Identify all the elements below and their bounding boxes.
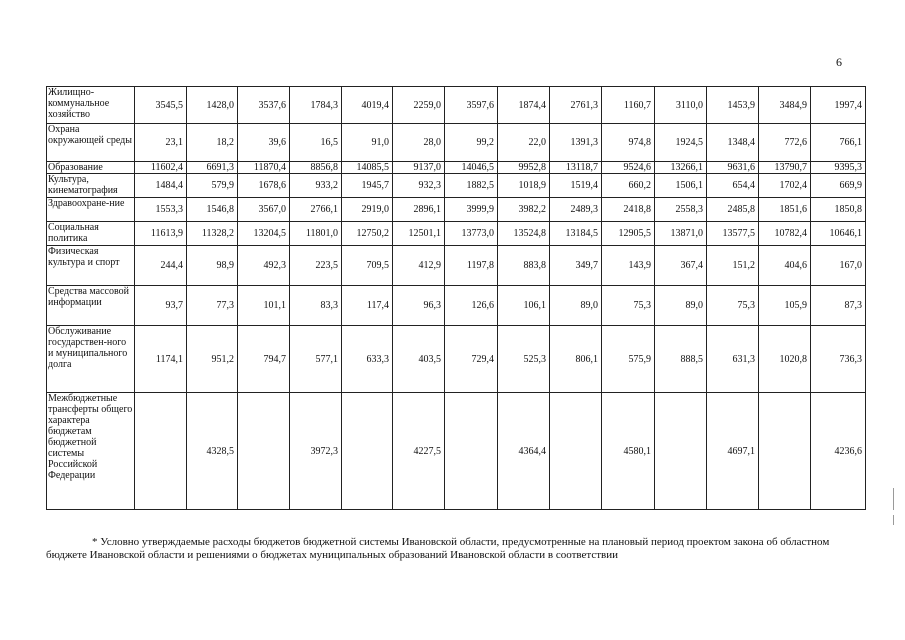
- row-label: Культура, кинематография: [47, 174, 135, 198]
- table-cell: 951,2: [187, 326, 238, 393]
- table-row: [47, 174, 866, 198]
- table-cell: 1882,5: [445, 174, 498, 198]
- table-cell: 14046,5: [445, 162, 498, 174]
- table-cell: 3982,2: [498, 198, 550, 222]
- table-cell: 1850,8: [811, 198, 866, 222]
- table-cell: 766,1: [811, 124, 866, 162]
- table-cell: 2761,3: [550, 87, 602, 124]
- table-cell: 10782,4: [759, 222, 811, 246]
- table-cell: 729,4: [445, 326, 498, 393]
- table-cell: 89,0: [655, 286, 707, 326]
- table-cell: 14085,5: [342, 162, 393, 174]
- table-cell: 10646,1: [811, 222, 866, 246]
- table-cell: [445, 393, 498, 510]
- table-cell: 101,1: [238, 286, 290, 326]
- table-cell: 39,6: [238, 124, 290, 162]
- table-cell: 105,9: [759, 286, 811, 326]
- scan-mark-right-lower: [893, 515, 894, 525]
- table-cell: 974,8: [602, 124, 655, 162]
- table-cell: 631,3: [707, 326, 759, 393]
- table-cell: 2766,1: [290, 198, 342, 222]
- table-cell: 4328,5: [187, 393, 238, 510]
- table-cell: 13204,5: [238, 222, 290, 246]
- table-cell: 4364,4: [498, 393, 550, 510]
- table-cell: 883,8: [498, 246, 550, 286]
- table-cell: 3972,3: [290, 393, 342, 510]
- table-cell: 806,1: [550, 326, 602, 393]
- table-cell: 1519,4: [550, 174, 602, 198]
- table-cell: 2896,1: [393, 198, 445, 222]
- row-label: Образование: [47, 162, 135, 174]
- table-cell: 3110,0: [655, 87, 707, 124]
- table-cell: 669,9: [811, 174, 866, 198]
- table-cell: 1945,7: [342, 174, 393, 198]
- table-cell: 13184,5: [550, 222, 602, 246]
- table-cell: 18,2: [187, 124, 238, 162]
- table-cell: 13773,0: [445, 222, 498, 246]
- table-cell: 28,0: [393, 124, 445, 162]
- table-cell: 126,6: [445, 286, 498, 326]
- table-cell: 2558,3: [655, 198, 707, 222]
- table-cell: 99,2: [445, 124, 498, 162]
- table-cell: 660,2: [602, 174, 655, 198]
- table-cell: 77,3: [187, 286, 238, 326]
- table-cell: 794,7: [238, 326, 290, 393]
- footnote: * Условно утверждаемые расходы бюджетов бюджетной системы Ивановской области, предусмотренные на плановый период проектом закона об областном бюджете Ивановской области и решениями о бюджетах муниципальных образований Ивановской области в соответствии: [46, 536, 830, 561]
- table-row: [47, 162, 866, 174]
- table-cell: 1484,4: [135, 174, 187, 198]
- row-label: Охрана окружающей среды: [47, 124, 135, 162]
- table-cell: 9137,0: [393, 162, 445, 174]
- table-cell: 1874,4: [498, 87, 550, 124]
- table-cell: 11328,2: [187, 222, 238, 246]
- row-label: Жилищно-коммунальное хозяйство: [47, 87, 135, 124]
- table-row: [47, 286, 866, 326]
- table-cell: 244,4: [135, 246, 187, 286]
- table-cell: 3999,9: [445, 198, 498, 222]
- row-label: Межбюджетные трансферты общего характера бюджетам бюджетной системы Российской Федерации: [47, 393, 135, 510]
- table-cell: 1453,9: [707, 87, 759, 124]
- row-label: Социальная политика: [47, 222, 135, 246]
- table-cell: 3597,6: [445, 87, 498, 124]
- table-cell: 1924,5: [655, 124, 707, 162]
- table-cell: 223,5: [290, 246, 342, 286]
- table-cell: 9524,6: [602, 162, 655, 174]
- table-cell: 709,5: [342, 246, 393, 286]
- table-cell: 2418,8: [602, 198, 655, 222]
- table-cell: 1160,7: [602, 87, 655, 124]
- table-cell: 1018,9: [498, 174, 550, 198]
- table-cell: 11801,0: [290, 222, 342, 246]
- row-label: Средства массовой информации: [47, 286, 135, 326]
- table-cell: 2259,0: [393, 87, 445, 124]
- table-cell: 13118,7: [550, 162, 602, 174]
- table-cell: 4227,5: [393, 393, 445, 510]
- table-cell: 22,0: [498, 124, 550, 162]
- table-cell: 2485,8: [707, 198, 759, 222]
- row-label: Здравоохране-ние: [47, 198, 135, 222]
- table-cell: 577,1: [290, 326, 342, 393]
- table-cell: 3484,9: [759, 87, 811, 124]
- table-cell: 75,3: [707, 286, 759, 326]
- table-cell: 13790,7: [759, 162, 811, 174]
- table-cell: 525,3: [498, 326, 550, 393]
- table-row: [47, 246, 866, 286]
- table-row: [47, 222, 866, 246]
- table-cell: 575,9: [602, 326, 655, 393]
- table-cell: 933,2: [290, 174, 342, 198]
- table-cell: 1997,4: [811, 87, 866, 124]
- table-cell: 633,3: [342, 326, 393, 393]
- row-label: Обслуживание государствен-ного и муниципального долга: [47, 326, 135, 393]
- table-cell: 91,0: [342, 124, 393, 162]
- table-cell: 117,4: [342, 286, 393, 326]
- table-cell: 654,4: [707, 174, 759, 198]
- table-cell: 579,9: [187, 174, 238, 198]
- table-cell: 1348,4: [707, 124, 759, 162]
- table-cell: [655, 393, 707, 510]
- table-row: [47, 124, 866, 162]
- table-cell: [342, 393, 393, 510]
- table-cell: 1702,4: [759, 174, 811, 198]
- table-cell: 1174,1: [135, 326, 187, 393]
- table-cell: 3537,6: [238, 87, 290, 124]
- table-cell: 12750,2: [342, 222, 393, 246]
- table-cell: 367,4: [655, 246, 707, 286]
- table-cell: 492,3: [238, 246, 290, 286]
- scan-mark-right: [893, 488, 894, 510]
- table-cell: 106,1: [498, 286, 550, 326]
- table-cell: 412,9: [393, 246, 445, 286]
- table-cell: 9395,3: [811, 162, 866, 174]
- table-cell: 143,9: [602, 246, 655, 286]
- table-cell: 2489,3: [550, 198, 602, 222]
- table-cell: 89,0: [550, 286, 602, 326]
- table-cell: 12501,1: [393, 222, 445, 246]
- table-cell: 11602,4: [135, 162, 187, 174]
- table-cell: [759, 393, 811, 510]
- table-cell: 888,5: [655, 326, 707, 393]
- table-cell: 1784,3: [290, 87, 342, 124]
- table-cell: 3545,5: [135, 87, 187, 124]
- table-cell: 1020,8: [759, 326, 811, 393]
- expenditure-table: [46, 86, 866, 510]
- row-label: Физическая культура и спорт: [47, 246, 135, 286]
- table-cell: 13577,5: [707, 222, 759, 246]
- table-cell: 736,3: [811, 326, 866, 393]
- table-cell: 4697,1: [707, 393, 759, 510]
- table-cell: 98,9: [187, 246, 238, 286]
- table-cell: 9952,8: [498, 162, 550, 174]
- table-cell: 93,7: [135, 286, 187, 326]
- table-cell: 1197,8: [445, 246, 498, 286]
- table-cell: 4580,1: [602, 393, 655, 510]
- table-row: [47, 198, 866, 222]
- table-cell: 151,2: [707, 246, 759, 286]
- table-body: [47, 87, 866, 510]
- table-cell: 4236,6: [811, 393, 866, 510]
- table-cell: 1506,1: [655, 174, 707, 198]
- table-cell: 167,0: [811, 246, 866, 286]
- table-cell: 404,6: [759, 246, 811, 286]
- table-cell: 13871,0: [655, 222, 707, 246]
- table-row: [47, 326, 866, 393]
- table-cell: 16,5: [290, 124, 342, 162]
- table-cell: [238, 393, 290, 510]
- table-cell: 1391,3: [550, 124, 602, 162]
- table-cell: 13524,8: [498, 222, 550, 246]
- table-cell: 4019,4: [342, 87, 393, 124]
- table-cell: 1546,8: [187, 198, 238, 222]
- table-cell: 12905,5: [602, 222, 655, 246]
- table-cell: 11870,4: [238, 162, 290, 174]
- table-cell: 772,6: [759, 124, 811, 162]
- table-cell: 932,3: [393, 174, 445, 198]
- table-cell: 96,3: [393, 286, 445, 326]
- table-cell: 23,1: [135, 124, 187, 162]
- page-number: 6: [836, 55, 842, 69]
- table-cell: 1428,0: [187, 87, 238, 124]
- table-cell: 83,3: [290, 286, 342, 326]
- table-cell: 1678,6: [238, 174, 290, 198]
- table-cell: 1851,6: [759, 198, 811, 222]
- table-row: [47, 393, 866, 510]
- table-cell: 1553,3: [135, 198, 187, 222]
- table-cell: 11613,9: [135, 222, 187, 246]
- table-cell: 13266,1: [655, 162, 707, 174]
- table-cell: 2919,0: [342, 198, 393, 222]
- table-row: [47, 87, 866, 124]
- table-cell: 75,3: [602, 286, 655, 326]
- table-cell: [550, 393, 602, 510]
- table-cell: 3567,0: [238, 198, 290, 222]
- table-cell: 349,7: [550, 246, 602, 286]
- table-cell: 8856,8: [290, 162, 342, 174]
- table-cell: 9631,6: [707, 162, 759, 174]
- table-cell: 403,5: [393, 326, 445, 393]
- table-cell: 87,3: [811, 286, 866, 326]
- table-cell: 6691,3: [187, 162, 238, 174]
- table-cell: [135, 393, 187, 510]
